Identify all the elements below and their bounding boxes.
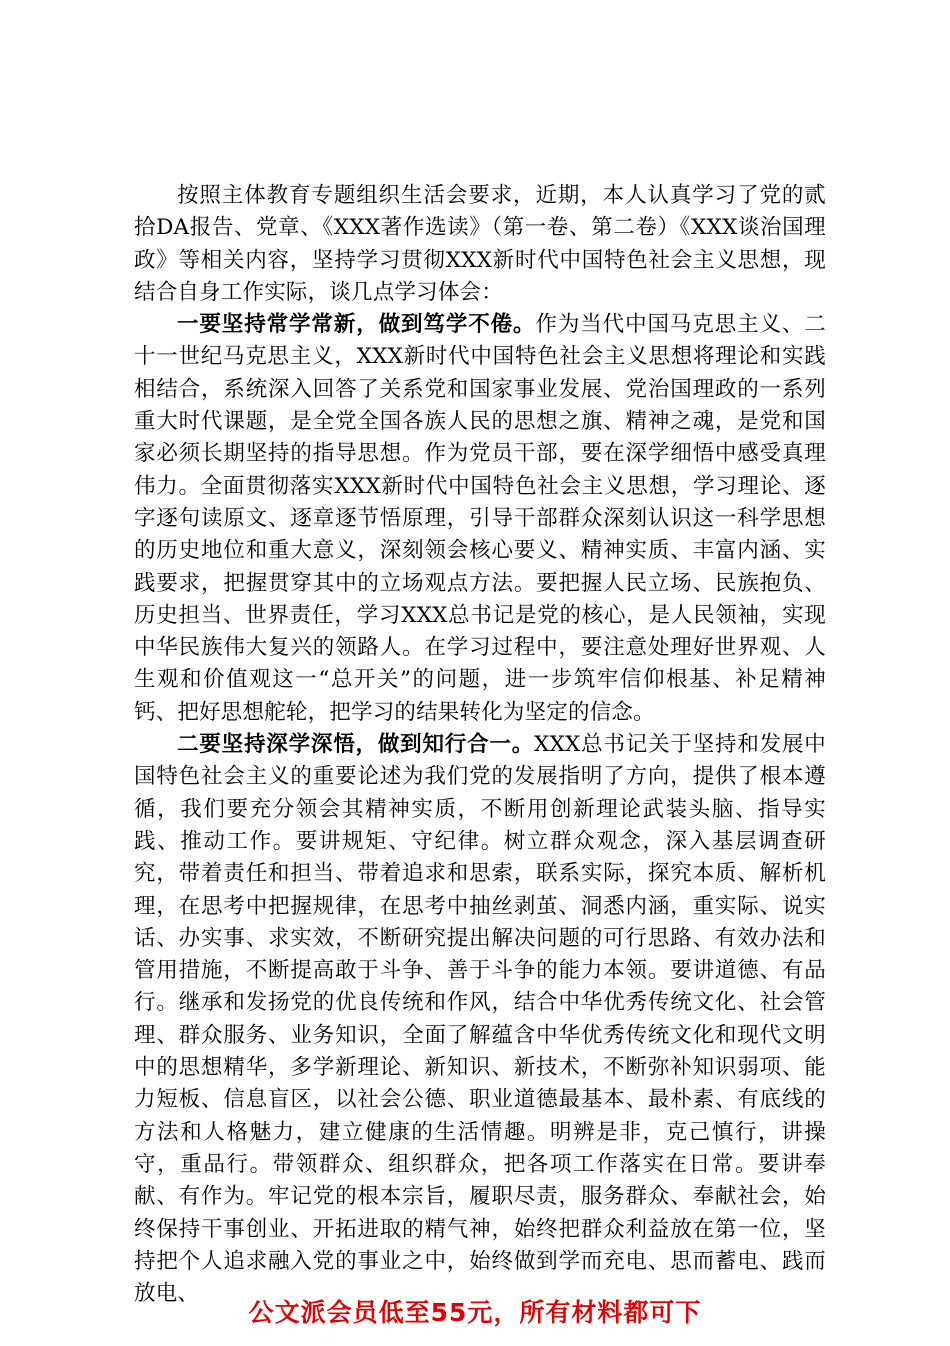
paragraph-point-two: [134, 729, 826, 1310]
paragraph-point-one: [134, 309, 826, 729]
paragraph-lead: 二要坚持深学深悟，做到知行合一。: [177, 732, 535, 758]
document-body: [134, 180, 826, 1310]
footer-ad-banner[interactable]: 公文派会员低至55元，所有材料都可下: [248, 1298, 702, 1327]
paragraph-intro: [134, 180, 826, 309]
paragraph-text: 作为当代中国马克思主义、二十一世纪马克思主义，XXX新时代中国特色社会主义思想将理论和实践相结合，系统深入回答了关系党和国家事业发展、党治国理政的一系列重大时代课题，是全党全国各族人民的思想之旗、精神之魂，是党和国家必须长期坚持的指导思想。作为党员干部，要在深学细悟中感受真理伟力。全面贯彻落实XXX新时代中国特色社会主义思想，学习理论、逐字逐句读原文、逐章逐节悟原理，引导干部群众深刻认识这一科学思想的历史地位和重大意义，深刻领会核心要义、精神实质、丰富内涵、实践要求，把握贯穿其中的立场观点方法。要把握人民立场、民族抱负、历史担当、世界责任，学习XXX总书记是党的核心，是人民领袖，实现中华民族伟大复兴的领路人。在学习过程中，要注意处理好世界观、人生观和价值观这一“总开关”的问题，进一步筑牢信仰根基、补足精神钙、把好思想舵轮，把学习的结果转化为坚定的信念。: [134, 312, 826, 725]
paragraph-text: XXX总书记关于坚持和发展中国特色社会主义的重要论述为我们党的发展指明了方向，提供了根本遵循，我们要充分领会其精神实质，不断用创新理论武装头脑、指导实践、推动工作。要讲规矩、守纪律。树立群众观念，深入基层调查研究，带着责任和担当、带着追求和思索，联系实际，探究本质、解析机理，在思考中把握规律，在思考中抽丝剥茧、洞悉内涵，重实际、说实话、办实事、求实效，不断研究提出解决问题的可行思路、有效办法和管用措施，不断提高敢于斗争、善于斗争的能力本领。要讲道德、有品行。继承和发扬党的优良传统和作风，结合中华优秀传统文化、社会管理、群众服务、业务知识，全面了解蕴含中华优秀传统文化和现代文明中的思想精华，多学新理论、新知识、新技术，不断弥补知识弱项、能力短板、信息盲区，以社会公德、职业道德最基本、最朴素、有底线的方法和人格魅力，建立健康的生活情趣。明辨是非，克己慎行，讲操守，重品行。带领群众、组织群众，把各项工作落实在日常。要讲奉献、有作为。牢记党的根本宗旨，履职尽责，服务群众、奉献社会，始终保持干事创业、开拓进取的精气神，始终把群众利益放在第一位，坚持把个人追求融入党的事业之中，始终做到学而充电、思而蓄电、践而放电、: [134, 732, 826, 1307]
paragraph-text: 按照主体教育专题组织生活会要求，近期，本人认真学习了党的贰拾DA报告、党章、《XXX著作选读》（第一卷、第二卷）《XXX谈治国理政》等相关内容，坚持学习贯彻XXX新时代中国特色社会主义思想，现结合自身工作实际，谈几点学习体会：: [134, 183, 826, 305]
paragraph-lead: 一要坚持常学常新，做到笃学不倦。: [177, 312, 536, 338]
